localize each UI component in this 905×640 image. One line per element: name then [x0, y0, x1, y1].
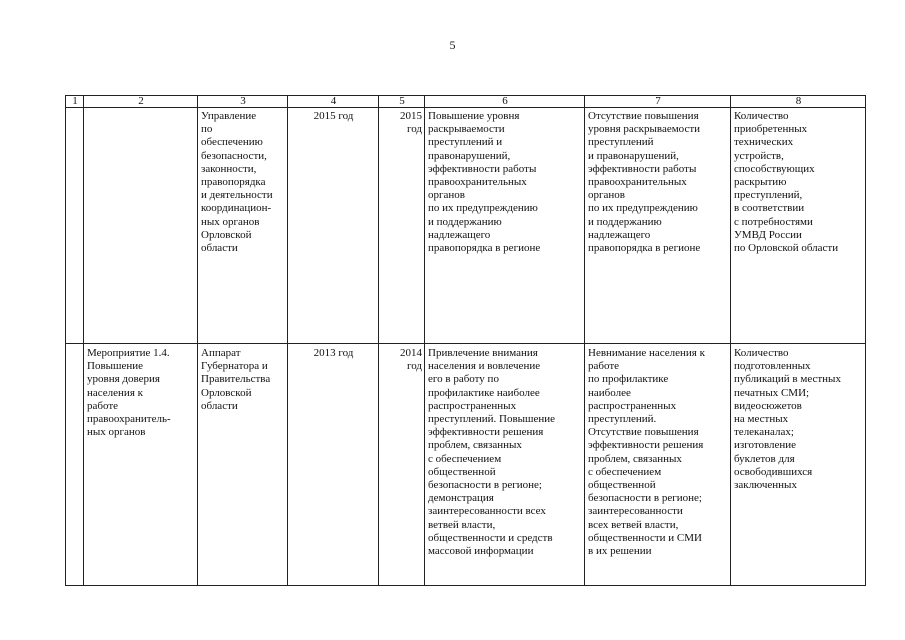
cell-text-line: профилактике наиболее: [428, 386, 540, 399]
cell-text-line: Привлечение внимания: [428, 347, 538, 359]
cell-text-line: наиболее: [588, 386, 631, 399]
cell-text-line: ных органов: [87, 426, 146, 439]
cell-text-line: органов: [428, 189, 465, 202]
cell-text-line: общественности и СМИ: [588, 531, 702, 544]
cell-text-line: по профилактике: [588, 373, 669, 386]
cell-text-line: устройств,: [734, 149, 784, 162]
cell-text-line: Мероприятие 1.4.: [87, 347, 170, 359]
table-row: [66, 108, 866, 344]
column-number-header: 1: [66, 96, 84, 108]
cell-text-line: по Орловской области: [734, 242, 839, 255]
cell-text-line: 2015 год: [313, 110, 354, 122]
cell-text-line: уровня доверия: [87, 373, 160, 386]
cell-text-line: законности,: [201, 162, 257, 175]
cell-text-line: год: [406, 360, 422, 373]
cell-text-line: проблем, связанных: [428, 439, 522, 452]
cell-text-line: заключенных: [734, 479, 797, 492]
cell-text-line: приобретенных: [734, 123, 808, 136]
cell-text-line: всех ветвей власти,: [588, 518, 679, 531]
cell-text-line: надлежащего: [588, 228, 651, 241]
cell-text-line: технических: [734, 136, 794, 149]
cell-text-line: надлежащего: [428, 228, 491, 241]
cell-text-line: правоохранитель-: [87, 413, 171, 426]
cell-text-line: ветвей власти,: [428, 518, 496, 531]
cell-text-line: распространенных: [428, 399, 517, 412]
cell-text-line: правоохранительных: [428, 176, 527, 189]
cell-text-line: демонстрация: [428, 492, 494, 505]
cell-text-line: в соответствии: [734, 202, 805, 215]
cell-text-line: преступлений: [588, 136, 654, 149]
column-number-header: 7: [585, 96, 731, 108]
cell-text-line: работе: [588, 360, 620, 373]
cell-text-line: эффективности решения: [588, 439, 704, 452]
cell-text-line: населения к: [87, 386, 143, 399]
cell-text-line: безопасности,: [201, 149, 267, 162]
cell-text-line: раскрываемости: [428, 123, 505, 136]
cell-text-line: Количество: [734, 347, 789, 359]
cell-text-line: преступлений и: [428, 136, 503, 149]
cell-text-line: подготовленных: [734, 360, 811, 373]
column-number-header: 8: [731, 96, 866, 108]
cell-text-line: преступлений,: [734, 189, 803, 202]
cell-text-line: координацион-: [201, 202, 272, 215]
cell-text-line: и поддержанию: [428, 215, 502, 228]
cell-text-line: 2015: [400, 110, 422, 122]
cell-text-line: правонарушений,: [428, 149, 511, 162]
measure-name-cell: [84, 108, 198, 344]
cell-text-line: 2014: [400, 347, 422, 359]
row-number-cell: [66, 344, 84, 586]
cell-text-line: эффективности работы: [428, 162, 537, 175]
cell-text-line: Правительства: [201, 373, 271, 386]
cell-text-line: и поддержанию: [588, 215, 662, 228]
cell-text-line: распространенных: [588, 399, 677, 412]
cell-text-line: уровня раскрываемости: [588, 123, 701, 136]
end-date-cell: [379, 108, 425, 344]
cell-text-line: Орловской: [201, 386, 252, 399]
cell-text-line: массовой информации: [428, 545, 534, 558]
measures-table: [65, 95, 866, 586]
cell-text-line: Аппарат: [201, 347, 241, 359]
cell-text-line: общественной: [588, 479, 656, 492]
column-number-header: 2: [84, 96, 198, 108]
cell-text-line: Орловской: [201, 228, 252, 241]
consequences-cell: [585, 108, 731, 344]
cell-text-line: раскрытию: [734, 176, 787, 189]
cell-text-line: работе: [87, 399, 119, 412]
cell-text-line: освободившихся: [734, 465, 813, 478]
cell-text-line: органов: [588, 189, 625, 202]
expected-result-cell: [425, 108, 585, 344]
cell-text-line: в их решении: [588, 545, 652, 558]
start-date-cell: [288, 344, 379, 586]
cell-text-line: ных органов: [201, 215, 260, 228]
cell-text-line: Количество: [734, 110, 789, 122]
cell-text-line: правоохранительных: [588, 176, 687, 189]
cell-text-line: правопорядка в регионе: [428, 242, 541, 255]
cell-text-line: видеосюжетов: [734, 399, 802, 412]
row-number-cell: [66, 108, 84, 344]
cell-text-line: общественности и средств: [428, 531, 553, 544]
cell-text-line: способствующих: [734, 162, 815, 175]
cell-text-line: Отсутствие повышения: [588, 426, 699, 439]
cell-text-line: на местных: [734, 413, 789, 426]
cell-text-line: преступлений. Повышение: [428, 413, 556, 426]
cell-text-line: телеканалах;: [734, 426, 794, 439]
cell-text-line: обеспечению: [201, 136, 263, 149]
executor-cell: [198, 344, 288, 586]
cell-text-line: УМВД России: [734, 228, 802, 241]
cell-text-line: Отсутствие повышения: [588, 110, 699, 122]
expected-result-cell: [425, 344, 585, 586]
cell-text-line: области: [201, 399, 238, 412]
cell-text-line: и деятельности: [201, 189, 273, 202]
indicator-cell: [731, 108, 866, 344]
cell-text-line: Повышение уровня: [428, 110, 520, 122]
cell-text-line: по их предупреждению: [588, 202, 698, 215]
measure-name-cell: [84, 344, 198, 586]
cell-text-line: безопасности в регионе;: [588, 492, 702, 505]
start-date-cell: [288, 108, 379, 344]
column-number-header: 3: [198, 96, 288, 108]
cell-text-line: общественной: [428, 465, 496, 478]
cell-text-line: эффективности работы: [588, 162, 697, 175]
column-number-header: 5: [379, 96, 425, 108]
cell-text-line: безопасности в регионе;: [428, 479, 542, 492]
cell-text-line: правопорядка: [201, 176, 266, 189]
cell-text-line: эффективности решения: [428, 426, 544, 439]
indicator-cell: [731, 344, 866, 586]
cell-text-line: населения и вовлечение: [428, 360, 541, 373]
cell-text-line: год: [406, 123, 422, 136]
page-number: 5: [449, 38, 456, 52]
cell-text-line: заинтересованности: [588, 505, 683, 518]
table-row: [66, 344, 866, 586]
cell-text-line: 2013 год: [313, 347, 354, 359]
executor-cell: [198, 108, 288, 344]
cell-text-line: Невнимание населения к: [588, 347, 705, 359]
cell-text-line: правопорядка в регионе: [588, 242, 701, 255]
cell-text-line: буклетов для: [734, 452, 795, 465]
cell-text-line: его в работу по: [428, 373, 499, 386]
cell-text-line: Управление: [201, 110, 257, 122]
cell-text-line: Губернатора и: [201, 360, 268, 373]
cell-text-line: с обеспечением: [588, 465, 662, 478]
cell-text-line: Повышение: [87, 360, 144, 373]
cell-text-line: с потребностями: [734, 215, 813, 228]
cell-text-line: публикаций в местных: [734, 373, 841, 386]
cell-text-line: изготовление: [734, 439, 797, 452]
cell-text-line: печатных СМИ;: [734, 386, 810, 399]
cell-text-line: с обеспечением: [428, 452, 502, 465]
cell-text-line: проблем, связанных: [588, 452, 682, 465]
end-date-cell: [379, 344, 425, 586]
cell-text-line: преступлений.: [588, 413, 657, 426]
cell-text-line: и правонарушений,: [588, 149, 679, 162]
column-number-row: [66, 96, 866, 108]
column-number-header: 4: [288, 96, 379, 108]
consequences-cell: [585, 344, 731, 586]
cell-text-line: по: [201, 123, 213, 136]
cell-text-line: области: [201, 242, 238, 255]
column-number-header: 6: [425, 96, 585, 108]
cell-text-line: по их предупреждению: [428, 202, 538, 215]
cell-text-line: заинтересованности всех: [428, 505, 546, 518]
